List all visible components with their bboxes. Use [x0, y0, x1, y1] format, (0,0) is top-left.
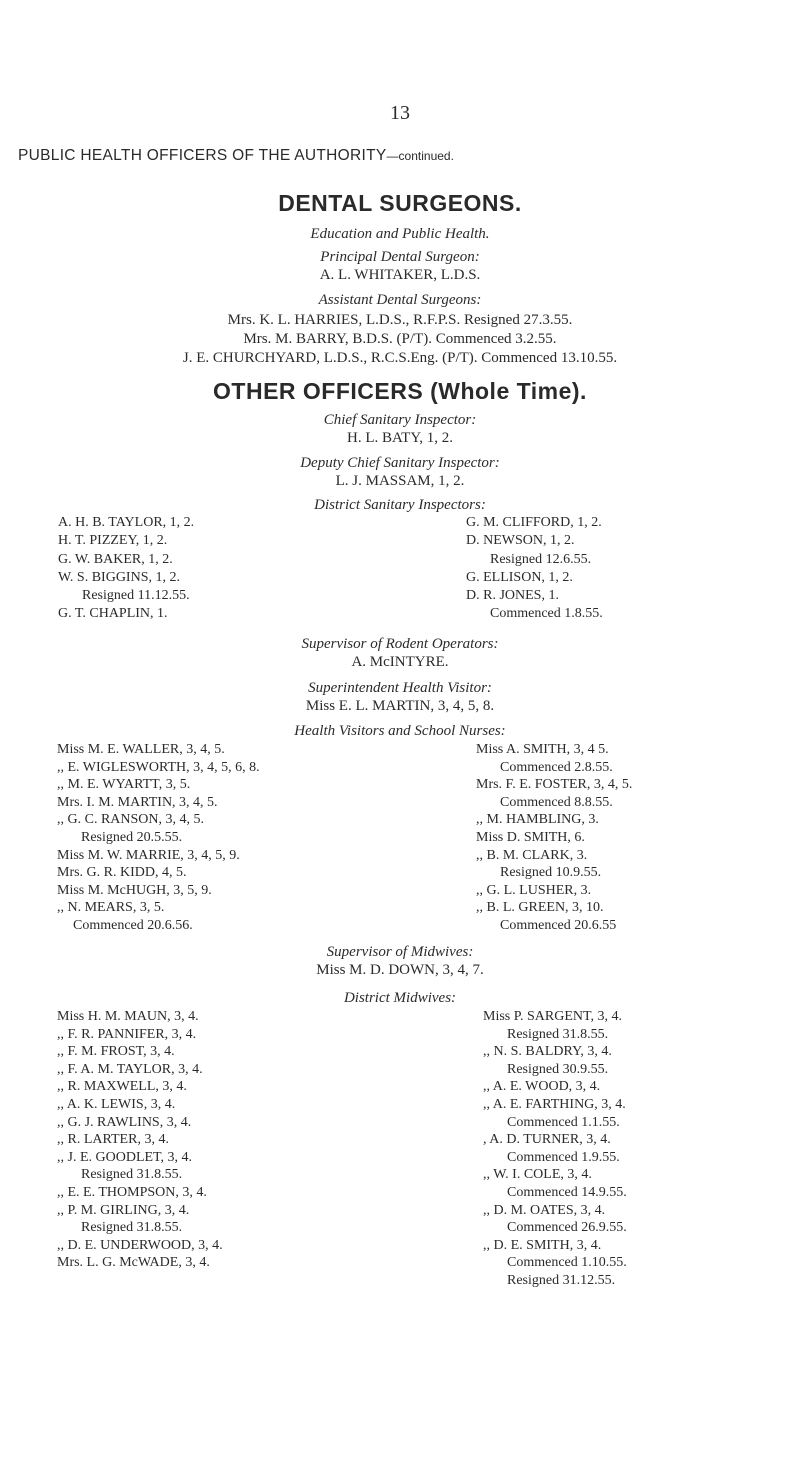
district-label: District Sanitary Inspectors:: [314, 497, 486, 513]
list-item: Miss M. McHUGH, 3, 5, 9.: [57, 882, 212, 898]
list-item: ,, M. HAMBLING, 3.: [476, 812, 599, 828]
assistant-label: Assistant Dental Surgeons:: [318, 292, 482, 308]
list-item: Miss M. E. WALLER, 3, 4, 5.: [57, 742, 225, 757]
list-item: G. M. CLIFFORD, 1, 2.: [466, 515, 602, 530]
list-item: ,, N. S. BALDRY, 3, 4.: [483, 1044, 612, 1060]
list-item: ,, D. E. UNDERWOOD, 3, 4.: [57, 1237, 223, 1253]
list-item: ,, A. K. LEWIS, 3, 4.: [57, 1096, 176, 1112]
superintendent-label: Superintendent Health Visitor:: [308, 680, 492, 696]
list-item: Commenced 8.8.55.: [500, 794, 613, 810]
list-item: ,, R. MAXWELL, 3, 4.: [57, 1079, 187, 1095]
list-item: Mrs. I. M. MARTIN, 3, 4, 5.: [57, 794, 218, 810]
deputy-label: Deputy Chief Sanitary Inspector:: [300, 455, 500, 471]
list-item: ,, G. C. RANSON, 3, 4, 5.: [57, 812, 205, 828]
running-header-continued: —continued.: [386, 149, 454, 163]
list-item: Resigned 11.12.55.: [82, 588, 190, 604]
list-item: D. R. JONES, 1.: [466, 588, 559, 604]
list-item: H. T. PIZZEY, 1, 2.: [58, 533, 168, 549]
list-item: Commenced 1.8.55.: [490, 606, 603, 622]
list-item: Resigned 31.8.55.: [507, 1026, 609, 1042]
list-item: Commenced 1.10.55.: [507, 1255, 627, 1271]
list-item: Resigned 31.8.55.: [81, 1167, 183, 1183]
principal-label: Principal Dental Surgeon:: [320, 249, 480, 265]
list-item: Miss M. W. MARRIE, 3, 4, 5, 9.: [57, 847, 240, 863]
list-item: ,, F. M. FROST, 3, 4.: [57, 1044, 175, 1060]
list-item: ,, N. MEARS, 3, 5.: [57, 900, 165, 916]
list-item: ,, B. M. CLARK, 3.: [476, 847, 588, 863]
list-item: G. T. CHAPLIN, 1.: [58, 606, 168, 622]
midwives-label: District Midwives:: [343, 990, 457, 1006]
list-item: ,, M. E. WYARTT, 3, 5.: [57, 777, 191, 793]
list-item: Miss A. SMITH, 3, 4 5.: [476, 742, 609, 757]
list-item: Commenced 26.9.55.: [507, 1220, 627, 1236]
dental-title: DENTAL SURGEONS.: [278, 190, 522, 216]
other-title: OTHER OFFICERS (Whole Time).: [213, 378, 587, 404]
list-item: Resigned 31.12.55.: [507, 1272, 616, 1288]
deputy-name: L. J. MASSAM, 1, 2.: [335, 473, 465, 489]
list-item: ,, R. LARTER, 3, 4.: [57, 1132, 169, 1148]
list-item: ,, F. R. PANNIFER, 3, 4.: [57, 1026, 197, 1042]
superintendent-name: Miss E. L. MARTIN, 3, 4, 5, 8.: [305, 698, 495, 714]
running-header-text: PUBLIC HEALTH OFFICERS OF THE AUTHORITY: [18, 147, 387, 164]
list-item: ,, G. J. RAWLINS, 3, 4.: [57, 1114, 192, 1130]
list-item: Commenced 1.9.55.: [507, 1149, 620, 1165]
list-item: Resigned 12.6.55.: [490, 551, 592, 567]
list-item: Mrs. F. E. FOSTER, 3, 4, 5.: [476, 777, 633, 793]
midwives-supervisor-label: Supervisor of Midwives:: [326, 944, 474, 960]
list-item: Mrs. G. R. KIDD, 4, 5.: [57, 865, 187, 881]
list-item: G. W. BAKER, 1, 2.: [58, 551, 173, 567]
list-item: Mrs. L. G. McWADE, 3, 4.: [57, 1255, 210, 1271]
list-item: Commenced 1.1.55.: [507, 1114, 620, 1130]
rodent-label: Supervisor of Rodent Operators:: [301, 636, 499, 652]
list-item: ,, F. A. M. TAYLOR, 3, 4.: [57, 1061, 203, 1077]
assistant-3: J. E. CHURCHYARD, L.D.S., R.C.S.Eng. (P/T). Commenced 13.10.55.: [182, 350, 618, 366]
chief-name: H. L. BATY, 1, 2.: [347, 430, 453, 446]
list-item: ,, A. E. WOOD, 3, 4.: [483, 1079, 601, 1095]
list-item: ,, P. M. GIRLING, 3, 4.: [57, 1202, 190, 1218]
list-item: ,, D. E. SMITH, 3, 4.: [483, 1237, 602, 1253]
list-item: D. NEWSON, 1, 2.: [466, 533, 575, 549]
district-inspectors-right: [466, 514, 603, 624]
visitors-label: Health Visitors and School Nurses:: [294, 723, 506, 739]
list-item: Miss D. SMITH, 6.: [476, 829, 585, 845]
list-item: Commenced 20.6.56.: [73, 917, 193, 933]
list-item: W. S. BIGGINS, 1, 2.: [58, 569, 180, 585]
list-item: , A. D. TURNER, 3, 4.: [483, 1132, 611, 1148]
list-item: Resigned 31.8.55.: [81, 1220, 183, 1236]
rodent-name: A. McINTYRE.: [351, 654, 449, 670]
list-item: Commenced 2.8.55.: [500, 759, 613, 775]
list-item: G. ELLISON, 1, 2.: [466, 569, 573, 585]
district-inspectors-left: [58, 514, 194, 624]
page-number: 13: [390, 102, 410, 124]
district-midwives-right: [483, 1008, 627, 1290]
list-item: ,, D. M. OATES, 3, 4.: [483, 1202, 606, 1218]
list-item: ,, E. WIGLESWORTH, 3, 4, 5, 6, 8.: [57, 759, 260, 775]
list-item: ,, J. E. GOODLET, 3, 4.: [57, 1149, 193, 1165]
list-item: ,, B. L. GREEN, 3, 10.: [476, 900, 604, 916]
list-item: Miss H. M. MAUN, 3, 4.: [57, 1009, 199, 1024]
list-item: A. H. B. TAYLOR, 1, 2.: [58, 515, 195, 530]
list-item: Resigned 20.5.55.: [81, 829, 183, 845]
district-midwives-left: [57, 1008, 223, 1272]
assistant-1: Mrs. K. L. HARRIES, L.D.S., R.F.P.S. Resigned 27.3.55.: [227, 312, 573, 328]
list-item: Commenced 14.9.55.: [507, 1184, 627, 1200]
principal-name: A. L. WHITAKER, L.D.S.: [319, 267, 481, 283]
list-item: Resigned 30.9.55.: [507, 1061, 609, 1077]
running-header: [18, 147, 454, 165]
list-item: Resigned 10.9.55.: [500, 865, 602, 881]
list-item: Commenced 20.6.55: [500, 917, 617, 933]
midwives-supervisor-name: Miss M. D. DOWN, 3, 4, 7.: [316, 962, 484, 978]
health-visitors-right: [476, 741, 632, 935]
dental-subtitle: Education and Public Health.: [310, 226, 490, 242]
list-item: ,, G. L. LUSHER, 3.: [476, 882, 592, 898]
chief-label: Chief Sanitary Inspector:: [323, 412, 477, 428]
list-item: Miss P. SARGENT, 3, 4.: [483, 1009, 622, 1024]
assistant-2: Mrs. M. BARRY, B.D.S. (P/T). Commenced 3.2.55.: [243, 331, 557, 347]
list-item: ,, A. E. FARTHING, 3, 4.: [483, 1096, 626, 1112]
list-item: ,, W. I. COLE, 3, 4.: [483, 1167, 592, 1183]
list-item: ,, E. E. THOMPSON, 3, 4.: [57, 1184, 207, 1200]
health-visitors-left: [57, 741, 260, 935]
